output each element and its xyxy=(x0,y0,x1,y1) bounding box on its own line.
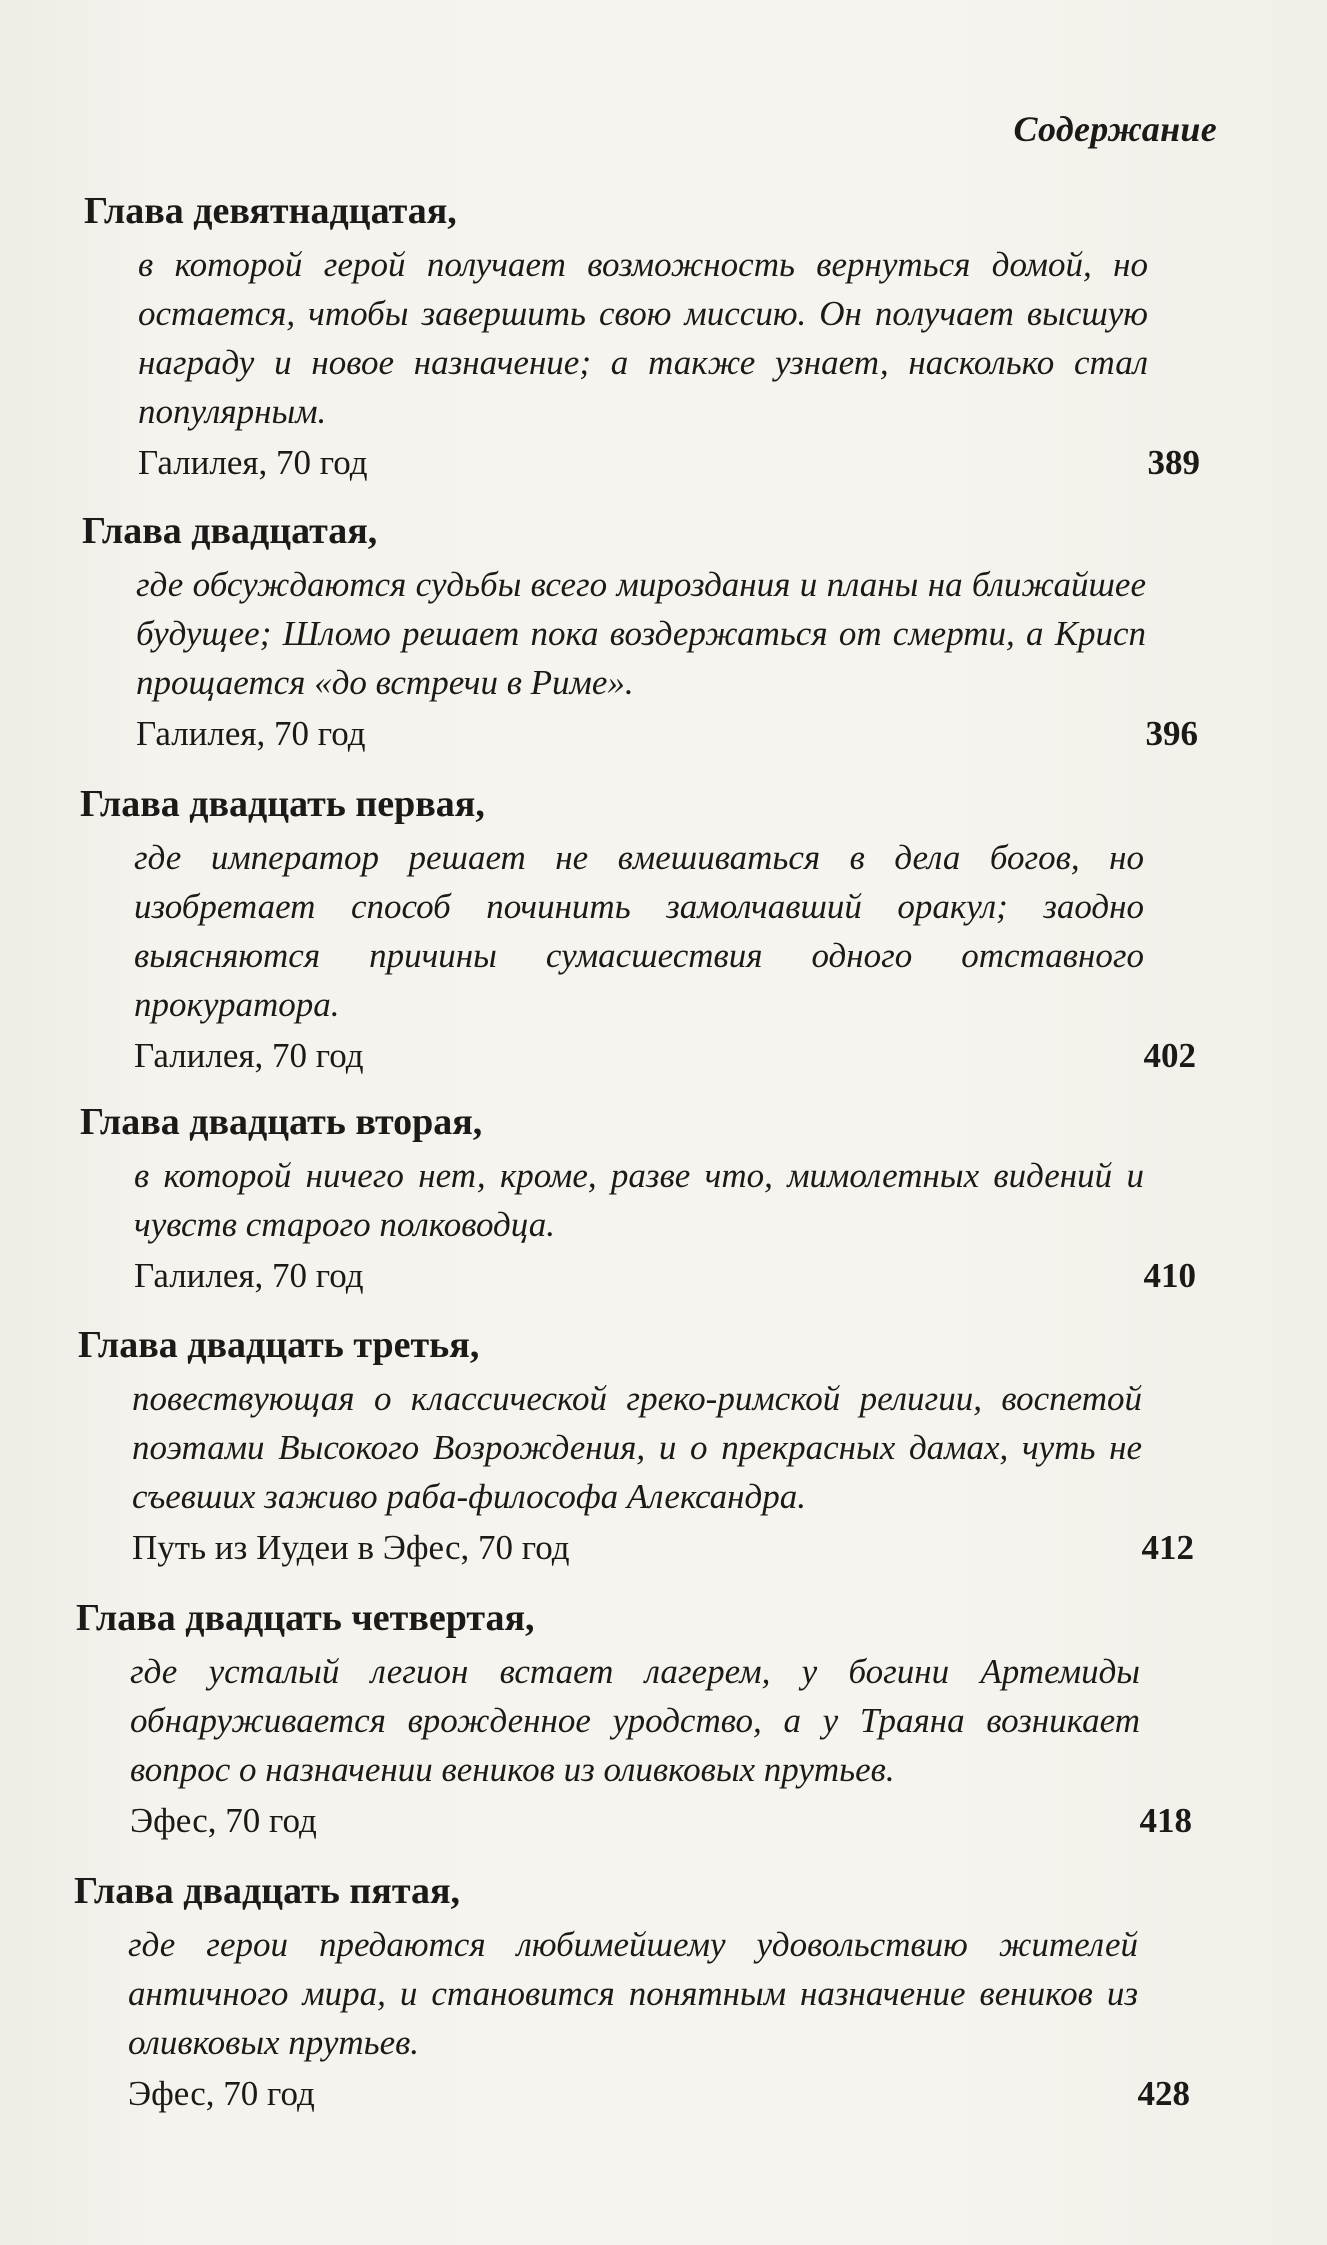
chapter-footer xyxy=(76,1798,1216,1844)
toc-entry-22 xyxy=(80,1099,1220,1299)
chapter-description: в которой ничего нет, кроме, разве что, мимолетных видений и чувств старого полководца. xyxy=(134,1156,1144,1244)
chapter-page-number: 402 xyxy=(1143,1036,1196,1075)
chapter-title: Глава девятнадцатая, xyxy=(84,190,457,232)
toc-entry-21 xyxy=(80,781,1220,1079)
chapter-footer xyxy=(80,1033,1220,1079)
chapter-page-number: 389 xyxy=(1147,443,1200,482)
chapter-place: Эфес, 70 год xyxy=(128,2074,315,2113)
chapter-page-number: 410 xyxy=(1143,1256,1196,1295)
chapter-title: Глава двадцать третья, xyxy=(78,1324,480,1366)
chapter-title: Глава двадцать четвертая, xyxy=(76,1597,535,1639)
chapter-place: Галилея, 70 год xyxy=(136,714,366,753)
chapter-title: Глава двадцатая, xyxy=(82,510,378,552)
chapter-description: повествующая о классической греко-римской религии, воспетой поэтами Высокого Возрождения, и о прекрасных дамах, чуть не съевших заживо раба-философа Александра. xyxy=(132,1379,1142,1516)
chapter-description: в которой герой получает возможность вернуться домой, но остается, чтобы завершить свою миссию. Он получает высшую награду и новое назначение; а также узнает, насколько стал популярным. xyxy=(138,245,1148,431)
chapter-page-number: 412 xyxy=(1141,1528,1194,1567)
chapter-footer xyxy=(84,440,1224,486)
chapter-place: Галилея, 70 год xyxy=(134,1036,364,1075)
chapter-footer xyxy=(74,2071,1214,2117)
chapter-place: Галилея, 70 год xyxy=(138,443,368,482)
chapter-page-number: 396 xyxy=(1145,714,1198,753)
running-head: Содержание xyxy=(1013,109,1217,149)
chapter-footer xyxy=(78,1525,1218,1571)
chapter-place: Галилея, 70 год xyxy=(134,1256,364,1295)
toc-entry-20 xyxy=(82,508,1222,757)
chapter-footer xyxy=(80,1253,1220,1299)
chapter-footer xyxy=(82,711,1222,757)
chapter-place: Путь из Иудеи в Эфес, 70 год xyxy=(132,1528,570,1567)
toc-entry-24 xyxy=(76,1595,1216,1844)
toc-entry-19 xyxy=(84,188,1224,486)
toc-entry-23 xyxy=(78,1322,1218,1571)
chapter-description: где император решает не вмешиваться в дела богов, но изобретает способ починить замолчавший оракул; заодно выясняются причины сумасшествия одного отставного прокуратора. xyxy=(134,838,1144,1024)
chapter-title: Глава двадцать вторая, xyxy=(80,1101,483,1143)
chapter-title: Глава двадцать пятая, xyxy=(74,1870,461,1912)
chapter-description: где усталый легион встает лагерем, у богини Артемиды обнаруживается врожденное уродство, а у Траяна возникает вопрос о назначении веников из оливковых прутьев. xyxy=(130,1652,1140,1789)
chapter-page-number: 418 xyxy=(1139,1801,1192,1840)
chapter-description: где герои предаются любимейшему удовольствию жителей античного мира, и становится понятным назначение веников из оливковых прутьев. xyxy=(128,1925,1138,2062)
chapter-place: Эфес, 70 год xyxy=(130,1801,317,1840)
chapter-description: где обсуждаются судьбы всего мироздания и планы на ближайшее будущее; Шломо решает пока воздержаться от смерти, а Крисп прощается «до встречи в Риме». xyxy=(136,565,1146,702)
chapter-page-number: 428 xyxy=(1137,2074,1190,2113)
toc-entry-25 xyxy=(74,1868,1214,2117)
chapter-title: Глава двадцать первая, xyxy=(80,783,485,825)
